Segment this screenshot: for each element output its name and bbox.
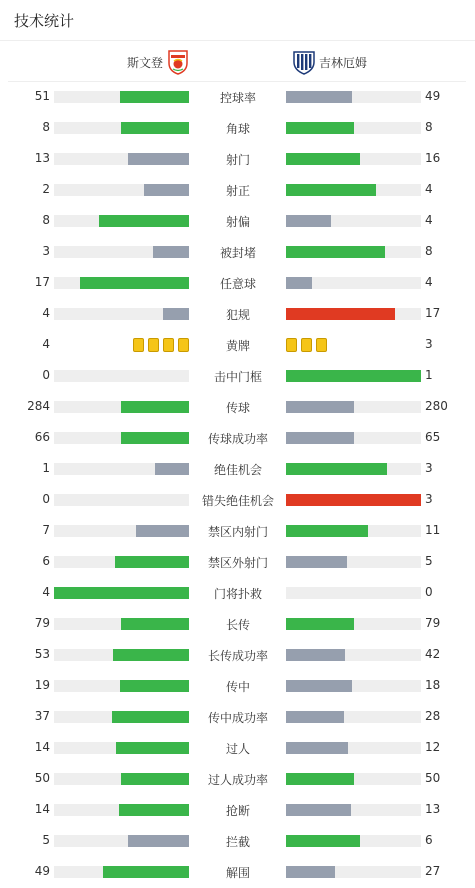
away-stat-bar-track bbox=[286, 91, 421, 103]
home-stat-bar-track bbox=[54, 184, 189, 196]
yellow-card-icon bbox=[286, 338, 297, 352]
away-stat-bar-track bbox=[286, 432, 421, 444]
home-stat-bar bbox=[128, 153, 189, 165]
home-stat-bar-track bbox=[54, 711, 189, 723]
yellow-card-icon bbox=[178, 338, 189, 352]
away-stat-bar bbox=[286, 835, 360, 847]
stat-row bbox=[0, 608, 475, 639]
away-stat-bar-track bbox=[286, 153, 421, 165]
home-stat-value: 14 bbox=[34, 802, 50, 816]
away-stat-bar-track bbox=[286, 742, 421, 754]
away-stat-value: 8 bbox=[425, 120, 433, 134]
stat-label: 射正 bbox=[225, 184, 250, 198]
away-stat-bar-track bbox=[286, 525, 421, 537]
away-stat-bar bbox=[286, 866, 335, 878]
stat-label: 传球 bbox=[225, 401, 250, 415]
home-stat-value: 37 bbox=[34, 709, 50, 723]
home-stat-bar bbox=[121, 401, 189, 413]
away-stat-bar-track bbox=[286, 308, 421, 320]
away-stat-bar bbox=[286, 308, 395, 320]
home-stat-bar bbox=[121, 122, 189, 134]
home-stat-bar bbox=[144, 184, 189, 196]
stat-row bbox=[0, 546, 475, 577]
home-stat-value: 0 bbox=[42, 492, 50, 506]
stat-label: 角球 bbox=[225, 122, 250, 136]
stat-row bbox=[0, 205, 475, 236]
stat-label: 黄牌 bbox=[225, 339, 250, 353]
home-stat-bar-track bbox=[54, 525, 189, 537]
stat-row bbox=[0, 112, 475, 143]
home-stat-bar-track bbox=[54, 463, 189, 475]
home-stat-bar-track bbox=[54, 556, 189, 568]
away-stat-value: 4 bbox=[425, 213, 433, 227]
stat-label: 任意球 bbox=[219, 277, 256, 291]
home-stat-value: 79 bbox=[34, 616, 50, 630]
home-stat-bar bbox=[115, 556, 189, 568]
home-stat-bar-track bbox=[54, 277, 189, 289]
yellow-card-icon bbox=[301, 338, 312, 352]
away-stat-bar bbox=[286, 277, 312, 289]
home-stat-value: 4 bbox=[42, 306, 50, 320]
away-team-logo-icon[interactable] bbox=[292, 49, 316, 75]
home-yellow-cards bbox=[133, 338, 189, 352]
yellow-card-icon bbox=[163, 338, 174, 352]
away-stat-bar bbox=[286, 401, 354, 413]
away-stat-bar-track bbox=[286, 494, 421, 506]
stat-row bbox=[0, 360, 475, 391]
away-stat-bar-track bbox=[286, 649, 421, 661]
away-stat-bar bbox=[286, 494, 421, 506]
away-stat-bar bbox=[286, 680, 352, 692]
away-stat-bar-track bbox=[286, 122, 421, 134]
yellow-card-icon bbox=[316, 338, 327, 352]
home-stat-bar-track bbox=[54, 494, 189, 506]
away-stat-value: 11 bbox=[425, 523, 441, 537]
away-stat-value: 65 bbox=[425, 430, 441, 444]
away-stat-bar-track bbox=[286, 463, 421, 475]
stat-label: 击中门框 bbox=[213, 370, 262, 384]
teams-header bbox=[0, 41, 475, 81]
home-stat-bar-track bbox=[54, 401, 189, 413]
stat-row bbox=[0, 422, 475, 453]
stat-row bbox=[0, 856, 475, 887]
stat-label: 控球率 bbox=[219, 91, 256, 105]
away-stat-value: 3 bbox=[425, 337, 433, 351]
stat-row bbox=[0, 174, 475, 205]
home-stat-value: 14 bbox=[34, 740, 50, 754]
stat-label: 传中 bbox=[225, 680, 250, 694]
away-stat-bar-track bbox=[286, 618, 421, 630]
home-stat-value: 3 bbox=[42, 244, 50, 258]
away-stat-value: 5 bbox=[425, 554, 433, 568]
away-stat-value: 0 bbox=[425, 585, 433, 599]
home-stat-bar bbox=[136, 525, 189, 537]
home-stat-bar-track bbox=[54, 804, 189, 816]
away-stat-value: 12 bbox=[425, 740, 441, 754]
away-stat-bar bbox=[286, 370, 421, 382]
away-stat-value: 16 bbox=[425, 151, 441, 165]
stat-label: 禁区内射门 bbox=[207, 525, 268, 539]
away-stat-value: 3 bbox=[425, 461, 433, 475]
home-stat-value: 17 bbox=[34, 275, 50, 289]
home-stat-value: 4 bbox=[42, 585, 50, 599]
home-stat-bar-track bbox=[54, 122, 189, 134]
home-stat-bar bbox=[153, 246, 189, 258]
away-stat-bar bbox=[286, 773, 354, 785]
home-stat-bar-track bbox=[54, 91, 189, 103]
away-stat-bar bbox=[286, 153, 360, 165]
away-stat-bar-track bbox=[286, 680, 421, 692]
away-stat-value: 79 bbox=[425, 616, 441, 630]
away-stat-bar-track bbox=[286, 556, 421, 568]
away-stat-bar bbox=[286, 618, 354, 630]
away-stat-bar bbox=[286, 804, 351, 816]
away-stat-bar-track bbox=[286, 277, 421, 289]
stat-label: 射偏 bbox=[225, 215, 250, 229]
home-stat-value: 66 bbox=[34, 430, 50, 444]
stat-label: 过人成功率 bbox=[207, 773, 268, 787]
home-stat-bar-track bbox=[54, 835, 189, 847]
away-stat-bar bbox=[286, 432, 354, 444]
home-stat-bar-track bbox=[54, 618, 189, 630]
away-stat-bar bbox=[286, 463, 387, 475]
away-stat-value: 27 bbox=[425, 864, 441, 878]
away-yellow-cards bbox=[286, 338, 327, 352]
home-stat-bar-track bbox=[54, 680, 189, 692]
away-stat-bar-track bbox=[286, 711, 421, 723]
away-stat-value: 17 bbox=[425, 306, 441, 320]
home-stat-bar-track bbox=[54, 153, 189, 165]
away-stat-value: 50 bbox=[425, 771, 441, 785]
title-bar bbox=[0, 0, 475, 40]
home-stat-bar bbox=[120, 91, 189, 103]
away-stat-value: 3 bbox=[425, 492, 433, 506]
away-stat-value: 42 bbox=[425, 647, 441, 661]
stat-label: 过人 bbox=[225, 742, 250, 756]
stat-row bbox=[0, 391, 475, 422]
home-stat-bar bbox=[155, 463, 189, 475]
away-stat-value: 280 bbox=[425, 399, 448, 413]
stat-row bbox=[0, 329, 475, 360]
home-stat-bar bbox=[116, 742, 189, 754]
stat-row bbox=[0, 577, 475, 608]
away-stat-bar-track bbox=[286, 835, 421, 847]
home-stat-bar-track bbox=[54, 215, 189, 227]
home-stat-bar-track bbox=[54, 308, 189, 320]
home-stat-bar bbox=[121, 432, 189, 444]
stat-row bbox=[0, 236, 475, 267]
home-stat-bar bbox=[121, 773, 189, 785]
stat-label: 犯规 bbox=[225, 308, 250, 322]
away-stat-bar bbox=[286, 122, 354, 134]
home-stat-value: 0 bbox=[42, 368, 50, 382]
stat-label: 被封堵 bbox=[219, 246, 256, 260]
stat-row bbox=[0, 732, 475, 763]
away-stat-value: 8 bbox=[425, 244, 433, 258]
page-title: 技术统计 bbox=[14, 12, 75, 30]
away-stat-value: 6 bbox=[425, 833, 433, 847]
stat-row bbox=[0, 701, 475, 732]
home-stat-bar bbox=[119, 804, 189, 816]
stat-row bbox=[0, 825, 475, 856]
away-stat-bar-track bbox=[286, 246, 421, 258]
home-team-logo-icon[interactable] bbox=[166, 49, 190, 75]
away-stat-value: 1 bbox=[425, 368, 433, 382]
away-stat-bar bbox=[286, 711, 344, 723]
home-stat-bar bbox=[120, 680, 189, 692]
home-stat-bar bbox=[103, 866, 189, 878]
home-stat-bar-track bbox=[54, 432, 189, 444]
stat-label: 长传 bbox=[225, 618, 250, 632]
stat-row bbox=[0, 670, 475, 701]
home-stat-bar bbox=[121, 618, 189, 630]
stat-label: 错失绝佳机会 bbox=[201, 494, 274, 508]
stat-label: 绝佳机会 bbox=[213, 463, 262, 477]
home-stat-bar bbox=[163, 308, 189, 320]
home-stat-bar bbox=[113, 649, 189, 661]
away-stat-bar bbox=[286, 184, 376, 196]
home-stat-value: 53 bbox=[34, 647, 50, 661]
stat-label: 拦截 bbox=[225, 835, 250, 849]
stat-row bbox=[0, 484, 475, 515]
stats-list bbox=[0, 81, 475, 887]
away-stat-bar bbox=[286, 246, 385, 258]
home-stat-bar-track bbox=[54, 773, 189, 785]
stat-row bbox=[0, 298, 475, 329]
away-stat-bar-track bbox=[286, 587, 421, 599]
home-stat-bar-track bbox=[54, 246, 189, 258]
home-stat-value: 13 bbox=[34, 151, 50, 165]
home-stat-value: 50 bbox=[34, 771, 50, 785]
away-stat-bar bbox=[286, 525, 368, 537]
home-stat-value: 1 bbox=[42, 461, 50, 475]
home-stat-bar-track bbox=[54, 587, 189, 599]
home-stat-bar bbox=[80, 277, 189, 289]
away-stat-bar bbox=[286, 215, 331, 227]
yellow-card-icon bbox=[133, 338, 144, 352]
stat-label: 解围 bbox=[225, 866, 250, 880]
home-stat-bar bbox=[128, 835, 189, 847]
home-stat-bar-track bbox=[54, 649, 189, 661]
away-stat-value: 4 bbox=[425, 182, 433, 196]
home-team-name[interactable]: 斯文登 bbox=[126, 56, 163, 70]
away-stat-bar-track bbox=[286, 184, 421, 196]
stat-label: 传中成功率 bbox=[207, 711, 268, 725]
home-stat-value: 19 bbox=[34, 678, 50, 692]
home-stat-value: 284 bbox=[27, 399, 50, 413]
home-stat-value: 8 bbox=[42, 120, 50, 134]
away-stat-bar bbox=[286, 556, 347, 568]
away-stat-value: 4 bbox=[425, 275, 433, 289]
stat-label: 长传成功率 bbox=[207, 649, 268, 663]
home-stat-bar bbox=[112, 711, 189, 723]
away-stat-bar bbox=[286, 91, 352, 103]
away-stat-bar-track bbox=[286, 401, 421, 413]
away-team-name[interactable]: 吉林厄姆 bbox=[319, 56, 368, 70]
home-stat-value: 51 bbox=[34, 89, 50, 103]
home-stat-bar-track bbox=[54, 866, 189, 878]
stat-row bbox=[0, 453, 475, 484]
stat-row bbox=[0, 143, 475, 174]
stat-label: 禁区外射门 bbox=[207, 556, 268, 570]
stat-row bbox=[0, 81, 475, 112]
away-stat-bar bbox=[286, 649, 345, 661]
stat-row bbox=[0, 515, 475, 546]
home-stat-value: 7 bbox=[42, 523, 50, 537]
stat-row bbox=[0, 639, 475, 670]
home-stat-bar bbox=[54, 587, 189, 599]
yellow-card-icon bbox=[148, 338, 159, 352]
home-stat-bar bbox=[99, 215, 189, 227]
away-stat-bar-track bbox=[286, 804, 421, 816]
away-stat-value: 49 bbox=[425, 89, 441, 103]
stat-label: 传球成功率 bbox=[207, 432, 268, 446]
stat-row bbox=[0, 267, 475, 298]
away-stat-bar-track bbox=[286, 370, 421, 382]
home-stat-value: 6 bbox=[42, 554, 50, 568]
home-stat-bar-track bbox=[54, 370, 189, 382]
stat-row bbox=[0, 794, 475, 825]
away-stat-bar-track bbox=[286, 215, 421, 227]
stat-label: 门将扑救 bbox=[213, 587, 262, 601]
home-stat-value: 49 bbox=[34, 864, 50, 878]
stat-row bbox=[0, 763, 475, 794]
away-stat-value: 13 bbox=[425, 802, 441, 816]
away-stat-value: 18 bbox=[425, 678, 441, 692]
home-stat-value: 2 bbox=[42, 182, 50, 196]
home-stat-value: 8 bbox=[42, 213, 50, 227]
away-stat-bar bbox=[286, 742, 348, 754]
away-stat-bar-track bbox=[286, 773, 421, 785]
stat-label: 抢断 bbox=[225, 804, 250, 818]
stat-label: 射门 bbox=[225, 153, 250, 167]
home-stat-value: 5 bbox=[42, 833, 50, 847]
away-stat-bar-track bbox=[286, 866, 421, 878]
away-stat-value: 28 bbox=[425, 709, 441, 723]
home-stat-value: 4 bbox=[42, 337, 50, 351]
home-stat-bar-track bbox=[54, 742, 189, 754]
